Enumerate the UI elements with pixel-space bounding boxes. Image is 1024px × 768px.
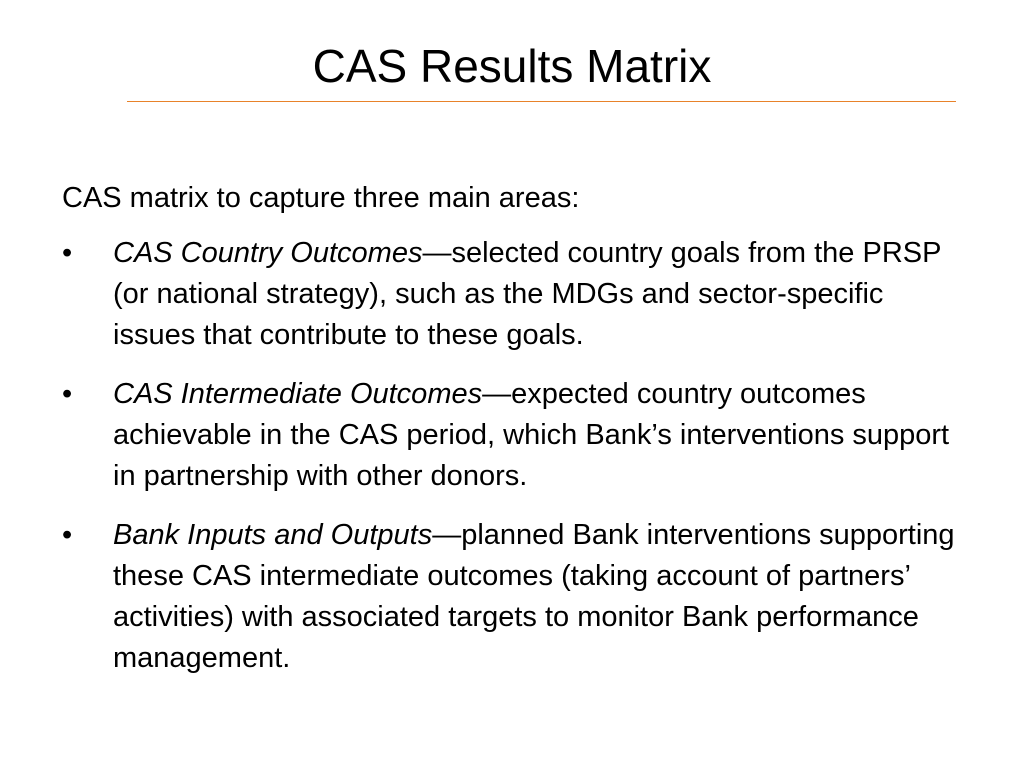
title-divider	[127, 101, 956, 102]
bullet-term: CAS Intermediate Outcomes	[113, 378, 483, 410]
bullet-term: CAS Country Outcomes	[113, 237, 423, 269]
bullet-text: —selected country goals from the PRSP (or national strategy), such as the MDGs and sector-specific issues that contribute to these goals.	[113, 237, 941, 351]
bullet-term: Bank Inputs and Outputs	[113, 519, 433, 551]
bullet-item-country-outcomes	[62, 233, 962, 356]
bullet-text: —planned Bank interventions supporting these CAS intermediate outcomes (taking account of partners’ activities) with associated targets to monitor Bank performance management.	[113, 519, 955, 674]
bullet-item-intermediate-outcomes	[62, 374, 962, 497]
bullet-item-inputs-outputs	[62, 515, 962, 679]
bullet-icon: •	[62, 378, 73, 410]
bullet-text: —expected country outcomes achievable in the CAS period, which Bank’s interventions support in partnership with other donors.	[113, 378, 950, 492]
slide-title: CAS Results Matrix	[312, 40, 712, 92]
bullet-list	[62, 233, 962, 679]
bullet-icon: •	[62, 519, 73, 551]
bullet-icon: •	[62, 237, 73, 269]
slide-body	[62, 178, 962, 697]
intro-text: CAS matrix to capture three main areas:	[62, 182, 580, 214]
